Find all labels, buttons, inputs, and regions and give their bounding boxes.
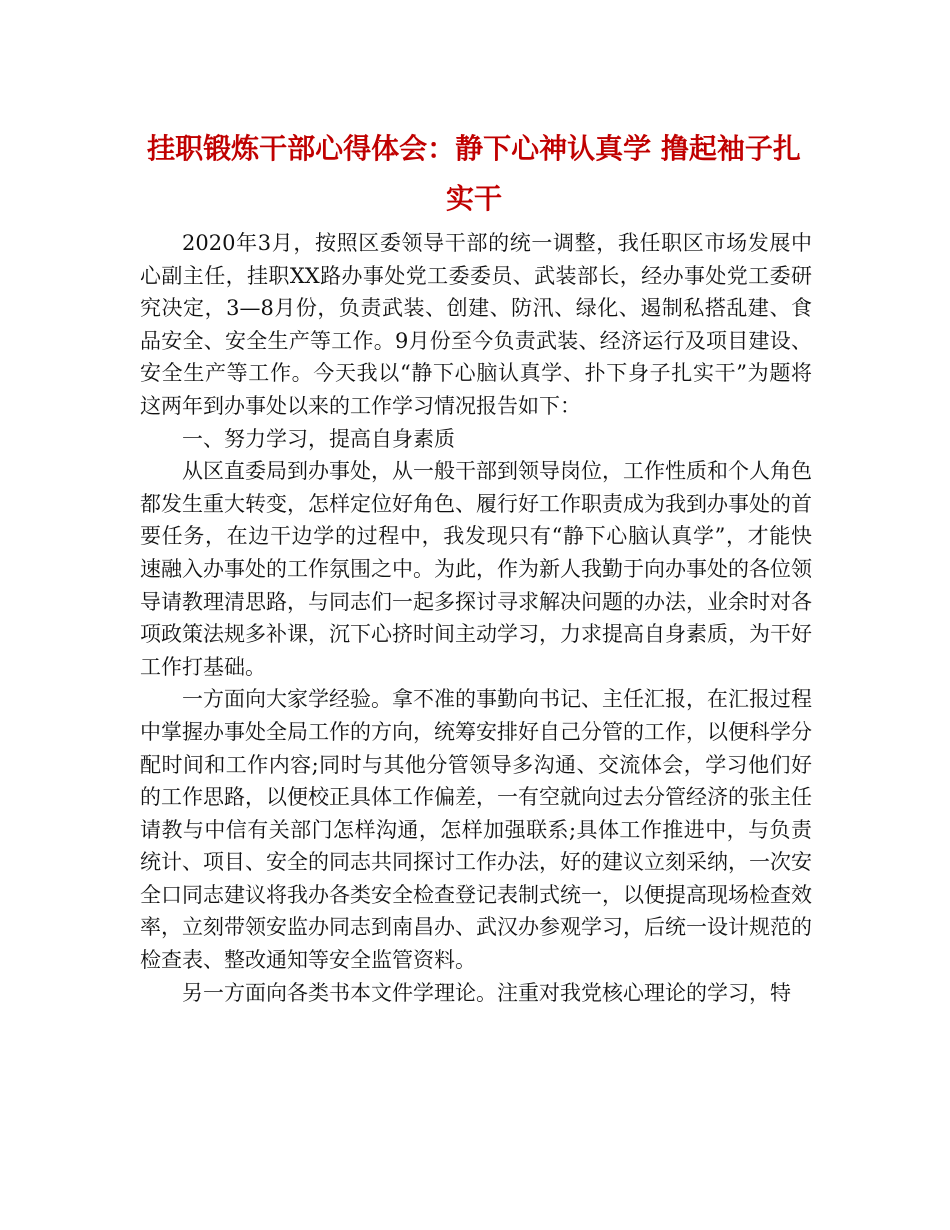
paragraph-learn-experience: 一方面向大家学经验。拿不准的事勤向书记、主任汇报，在汇报过程中掌握办事处全局工作的方向，统筹安排好自己分管的工作，以便科学分配时间和工作内容;同时与其他分管领导多沟通、交流体会，学习他们好的工作思路，以便校正具体工作偏差，一有空就向过去分管经济的张主任请教与中信有关部门怎样沟通，怎样加强联系;具体工作推进中，与负责统计、项目、安全的同志共同探讨工作办法，好的建议立刻采纳，一次安全口同志建议将我办各类安全检查登记表制式统一，以便提高现场检查效率，立刻带领安监办同志到南昌办、武汉办参观学习，后统一设计规范的检查表、整改通知等安全监管资料。 [140, 687, 812, 973]
paragraph-learn-theory: 另一方面向各类书本文件学理论。注重对我党核心理论的学习，特 [182, 980, 791, 1005]
paragraph-section-1: 从区直委局到办事处，从一般干部到领导岗位，工作性质和个人角色都发生重大转变，怎样定位好角色、履行好工作职责成为我到办事处的首要任务，在边干边学的过程中，我发现只有“静下心脑认真学”，才能快速融入办事处的工作氛围之中。为此，作为新人我勤于向办事处的各位领导请教理清思路，与同志们一起多探讨寻求解决问题的办法，业余时对各项政策法规多补课，沉下心挤时间主动学习，力求提高自身素质，为干好工作打基础。 [140, 459, 812, 679]
document-body [140, 227, 812, 1009]
section-heading-1: 一、努力学习，提高自身素质 [182, 426, 455, 451]
document-title: 挂职锻炼干部心得体会：静下心神认真学 撸起袖子扎实干 [147, 132, 801, 215]
paragraph-intro: 2020年3月，按照区委领导干部的统一调整，我任职区市场发展中心副主任，挂职XX路办事处党工委委员、武装部长，经办事处党工委研究决定，3—8月份，负责武装、创建、防汛、绿化、遏制私搭乱建、食品安全、安全生产等工作。9月份至今负责武装、经济运行及项目建设、安全生产等工作。今天我以“静下心脑认真学、扑下身子扎实干”为题将这两年到办事处以来的工作学习情况报告如下： [140, 231, 812, 418]
